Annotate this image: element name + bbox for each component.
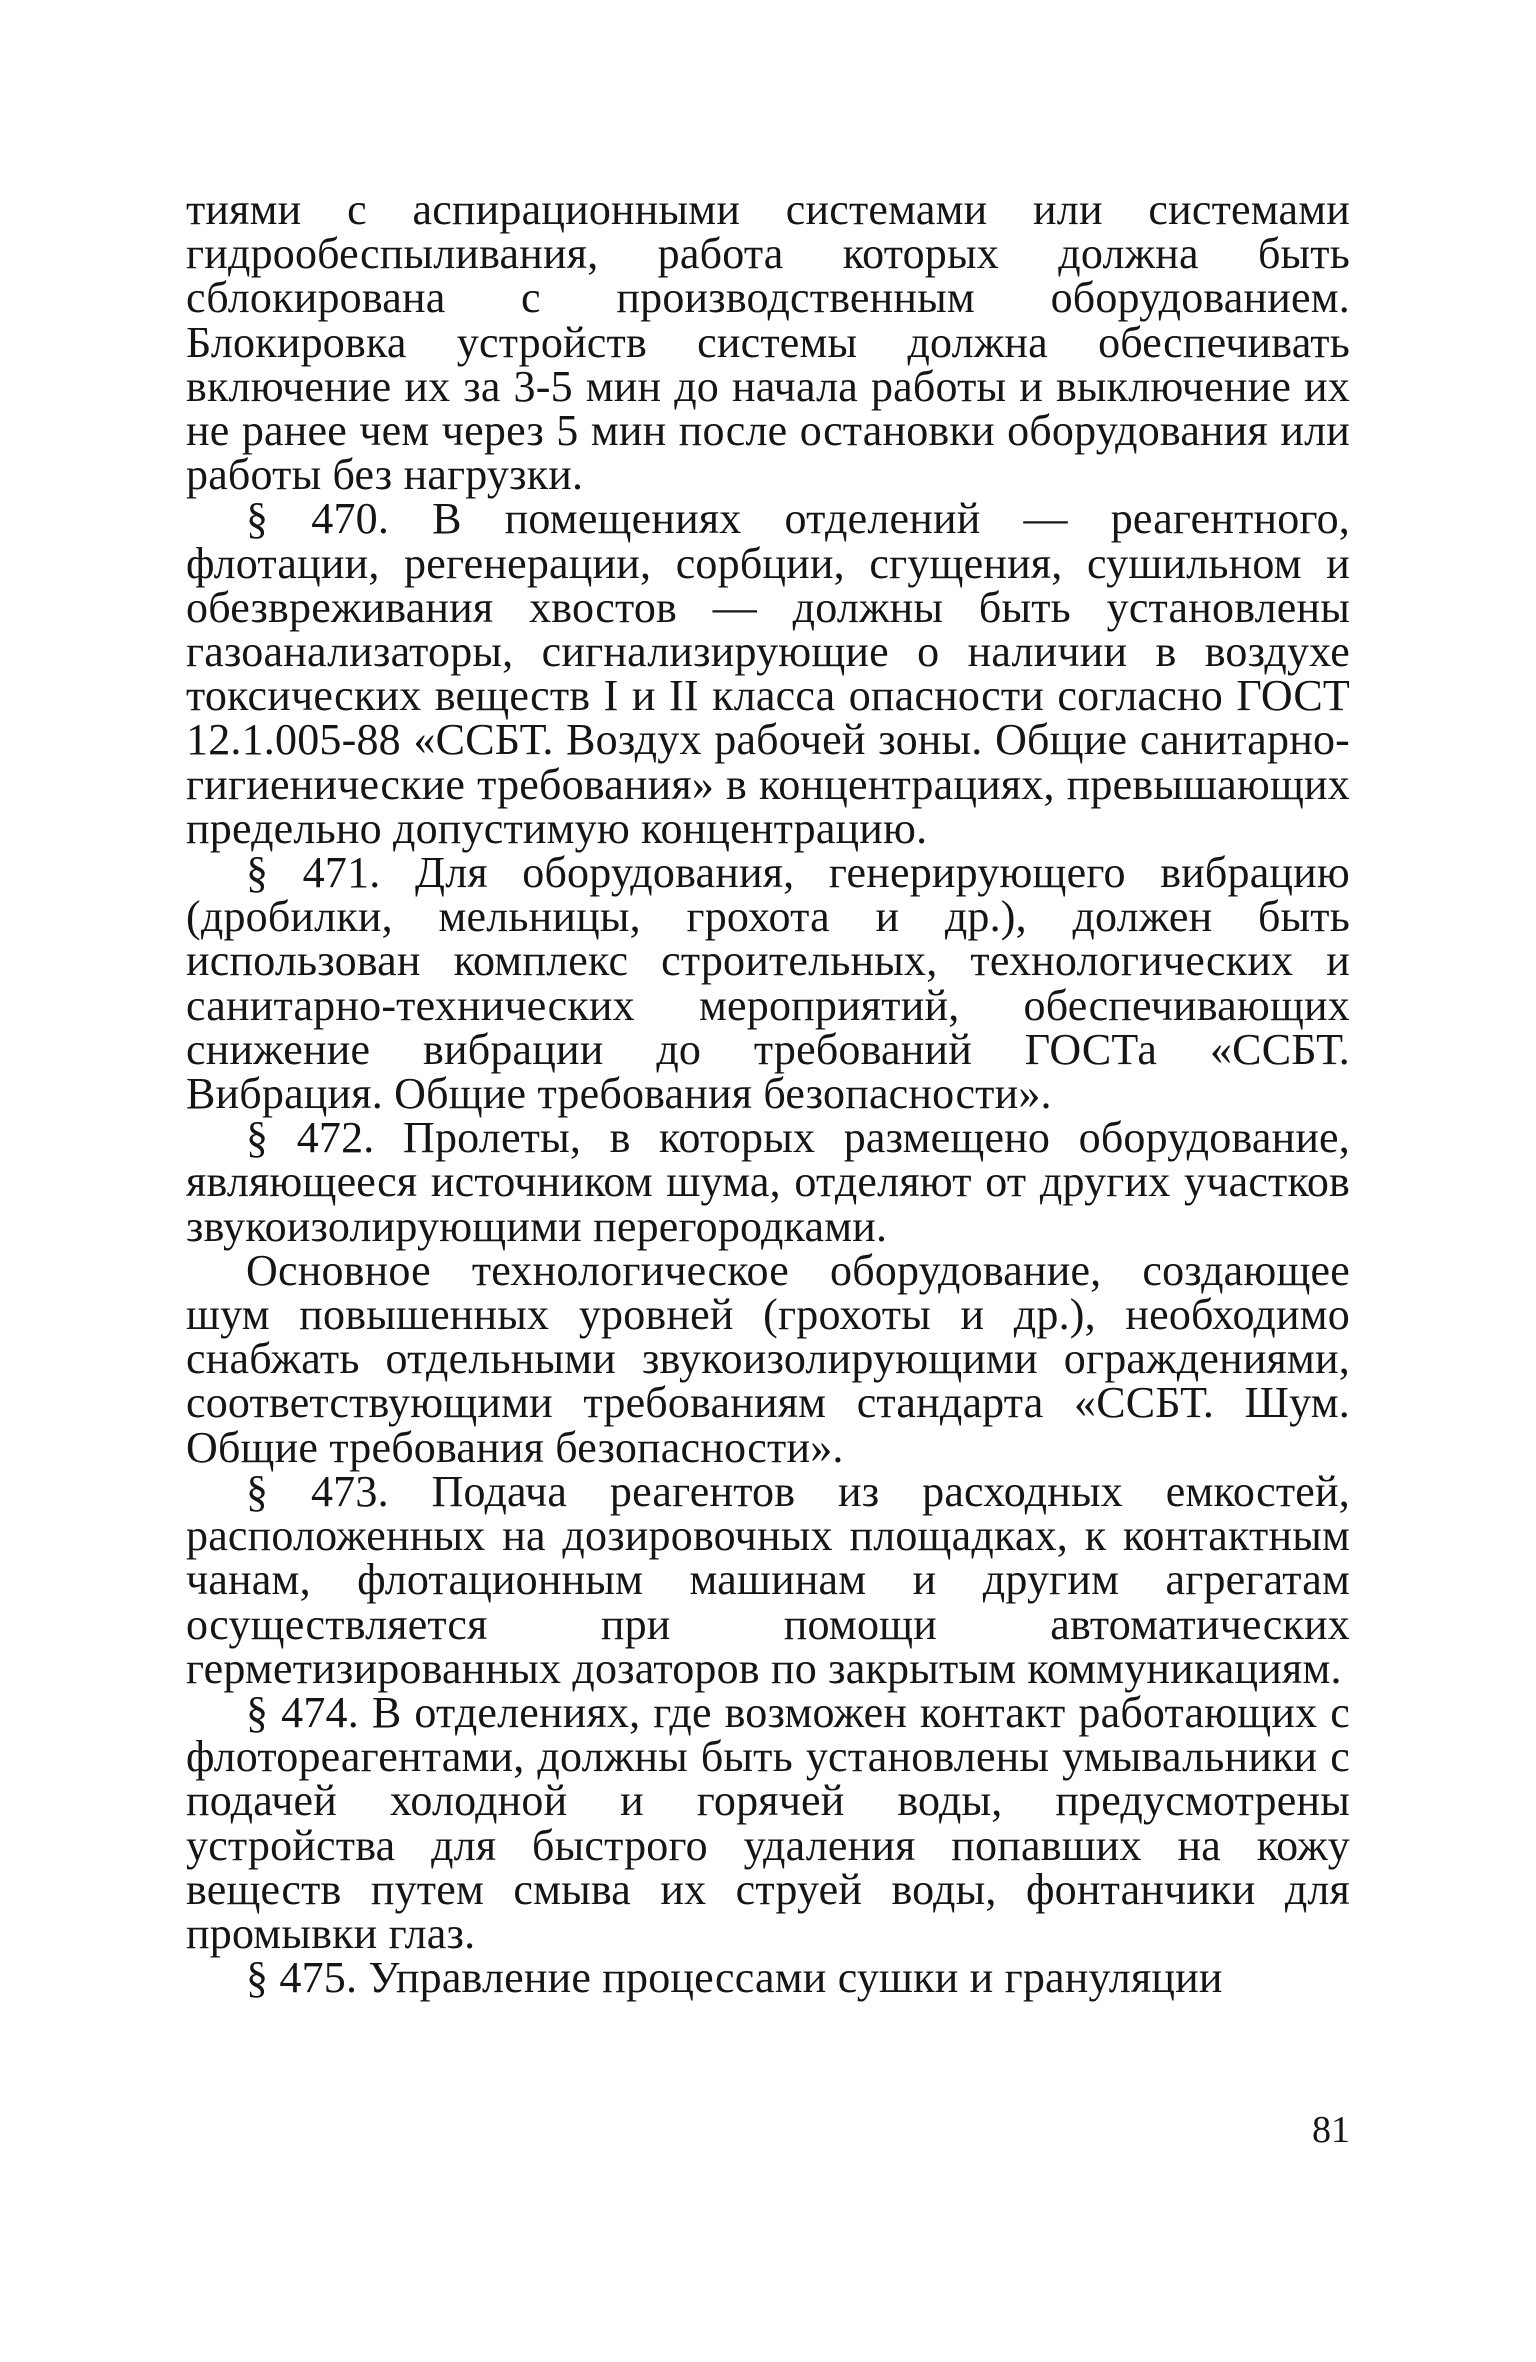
page-number: 81 xyxy=(1312,2109,1350,2151)
body-text xyxy=(186,185,1350,2003)
paragraph-474: § 474. В отделениях, где возможен контакт работающих с флотореагентами, должны быть установлены умывальники с подачей холодной и горячей воды, предусмотрены устройства для быстрого удаления попавших на кожу веществ путем смыва их струей воды, фонтанчики для промывки глаз. xyxy=(186,1687,1350,1958)
paragraph-473: § 473. Подача реагентов из расходных емкостей, расположенных на дозировочных площадках, к контактным чанам, флотационным машинам и другим агрегатам осуществляется при помощи автоматических герметизированных дозаторов по закрытым коммуникациям. xyxy=(186,1466,1350,1693)
paragraph-continuation: тиями с аспирационными системами или системами гидрообеспыливания, работа которых должна быть сблокирована с производственным оборудованием. Блокировка устройств системы должна обеспечивать включение их за 3-5 мин до начала работы и выключение их не ранее чем через 5 мин после остановки оборудования или работы без нагрузки. xyxy=(186,185,1350,500)
paragraph-470: § 470. В помещениях отделений — реагентного, флотации, регенерации, сорбции, сгущения, сушильном и обезвреживания хвостов — должны быть установлены газоанализаторы, сигнализирующие о наличии в воздухе токсических веществ I и II класса опасности согласно ГОСТ 12.1.005-88 «ССБТ. Воздух рабочей зоны. Общие санитарно-гигиенические требования» в концентрациях, превышающих предельно допустимую концентрацию. xyxy=(186,494,1350,853)
paragraph-472: § 472. Пролеты, в которых размещено оборудование, являющееся источником шума, отделяют от других участков звукоизолирующими перегородками. xyxy=(186,1113,1350,1251)
paragraph-472-continued: Основное технологическое оборудование, создающее шум повышенных уровней (грохоты и др.), необходимо снабжать отдельными звукоизолирующими ограждениями, соответствующими требованиям стандарта «ССБТ. Шум. Общие требования безопасности». xyxy=(186,1245,1350,1472)
paragraph-471: § 471. Для оборудования, генерирующего вибрацию (дробилки, мельницы, грохота и др.), должен быть использован комплекс строительных, технологических и санитарно-технических мероприятий, обеспечивающих снижение вибрации до требований ГОСТа «ССБТ. Вибрация. Общие требования безопасности». xyxy=(186,848,1350,1119)
paragraph-475: § 475. Управление процессами сушки и грануляции xyxy=(246,1953,1223,2003)
